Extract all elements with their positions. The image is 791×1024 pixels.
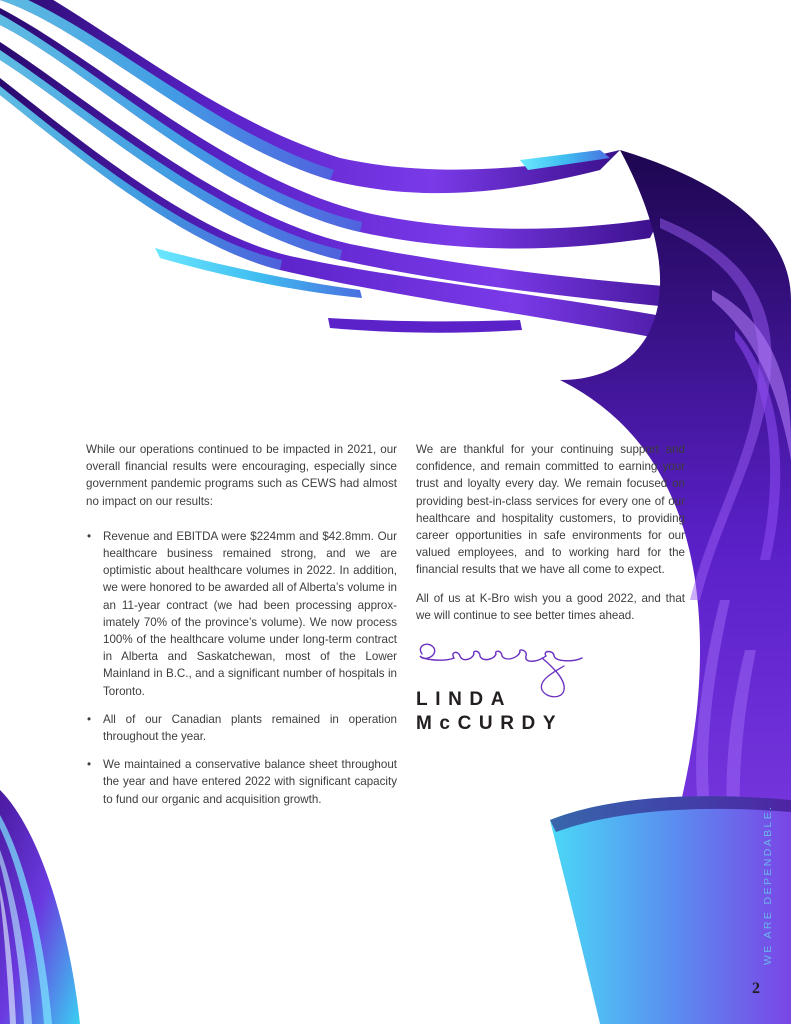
bullet-item: • All of our Canadian plants remained in operation throughout the year.: [87, 712, 397, 744]
bullet-marker: •: [87, 712, 92, 726]
bullet-marker: •: [87, 529, 92, 543]
closing-wish-paragraph: All of us at K-Bro wish you a good 2022, and that we will continue to see better times ahead.: [416, 591, 685, 622]
bullet-item: • We maintained a conservative balance sheet throughout the year and have entered 2022 with significant capacity to fund our organic and acquisition growth.: [87, 758, 397, 806]
signatory-first-name: LINDA: [416, 689, 513, 710]
closing-paragraph: We are thankful for your continuing support and confidence, and remain committed to earning your trust and loyalty every day. We remain focused on providing best-in-class services for every one of our healthcare and hospitality customers, to providing career opportunities in safe environments for our valued employees, and to working hard for the financial results that we have all come to expect.: [416, 443, 685, 577]
letter-left-column: [86, 441, 397, 819]
bullet-marker: •: [87, 758, 92, 772]
corner-ribbons: [0, 790, 80, 1024]
page-number: 2: [752, 980, 760, 997]
top-ribbons: [0, 0, 735, 350]
signatory-last-name: McCURDY: [416, 713, 564, 734]
bullet-item: • Revenue and EBITDA were $224mm and $42.8mm. Our healthcare business remained strong, and we are optimistic about healthcare volumes in 2022. In addition, we were honored to be awarded all of Alberta’s volume in an 11-year contract (we had been processing approximately 70% of the province’s volume). We now process 100% of the healthcare volume under long-term contract in Alberta and Saskatchewan, most of the Lower Mainland in B.C., and a significant number of hospitals in Toronto.: [87, 529, 397, 698]
brand-tagline: WE ARE DEPENDABLE.: [762, 804, 774, 965]
intro-paragraph: While our operations continued to be impacted in 2021, our overall financial results were encouraging, especially since government pandemic programs such as CEWS had almost no impact on our results:: [86, 443, 397, 508]
results-bullet-list: [86, 528, 397, 808]
letter-right-column: [416, 441, 685, 635]
